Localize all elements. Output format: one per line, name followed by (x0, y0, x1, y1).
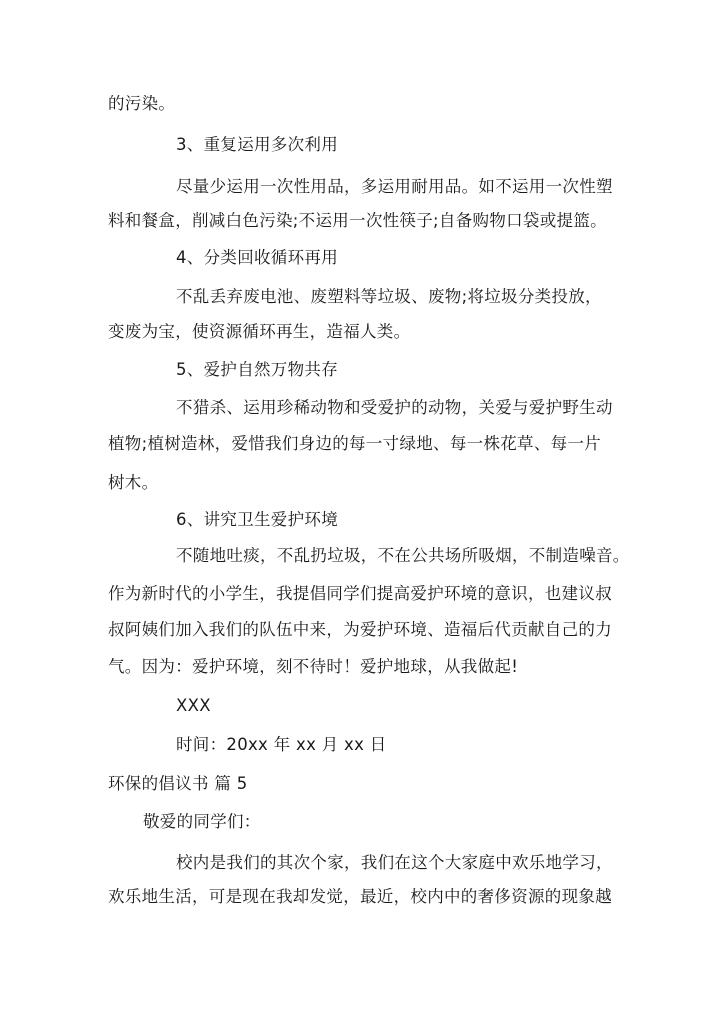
text-line: 料和餐盒，削减白色污染;不运用一次性筷子;自备购物口袋或提篮。 (108, 211, 607, 230)
text-line: 不猎杀、运用珍稀动物和受爱护的动物，关爱与爱护野生动 (176, 398, 613, 417)
section-heading: 4、分类回收循环再用 (176, 248, 338, 267)
section-heading: 3、重复运用多次利用 (176, 135, 338, 154)
section-heading: 5、爱护自然万物共存 (176, 360, 338, 379)
text-line: 欢乐地生活，可是现在我却发觉，最近，校内中的奢侈资源的现象越 (108, 887, 612, 906)
date-line: 时间：20xx 年 xx 月 xx 日 (176, 735, 387, 754)
signature: XXX (176, 696, 211, 715)
article-title: 环保的倡议书 篇 5 (108, 774, 248, 793)
text-line: 不乱丢弃废电池、废塑料等垃圾、废物;将垃圾分类投放， (176, 287, 602, 306)
section-heading: 6、讲究卫生爱护环境 (176, 510, 338, 529)
salutation: 敬爱的同学们： (143, 812, 261, 831)
text-line: 叔阿姨们加入我们的队伍中来，为爱护环境、造福后代贡献自己的力 (108, 620, 612, 639)
text-line: 植物;植树造林，爱惜我们身边的每一寸绿地、每一株花草、每一片 (108, 434, 602, 453)
text-line: 变废为宝，使资源循环再生，造福人类。 (108, 322, 411, 341)
text-line: 不随地吐痰，不乱扔垃圾，不在公共场所吸烟，不制造噪音。 (176, 546, 630, 565)
text-line: 作为新时代的小学生，我提倡同学们提高爱护环境的意识，也建议叔 (108, 584, 612, 603)
text-line: 气。因为：爱护环境，刻不待时！爱护地球，从我做起! (108, 657, 519, 676)
text-line: 的污染。 (108, 94, 176, 113)
text-line: 树木。 (108, 473, 159, 492)
text-line: 校内是我们的其次个家，我们在这个大家庭中欢乐地学习， (176, 853, 613, 872)
text-line: 尽量少运用一次性用品，多运用耐用品。如不运用一次性塑 (176, 177, 613, 196)
